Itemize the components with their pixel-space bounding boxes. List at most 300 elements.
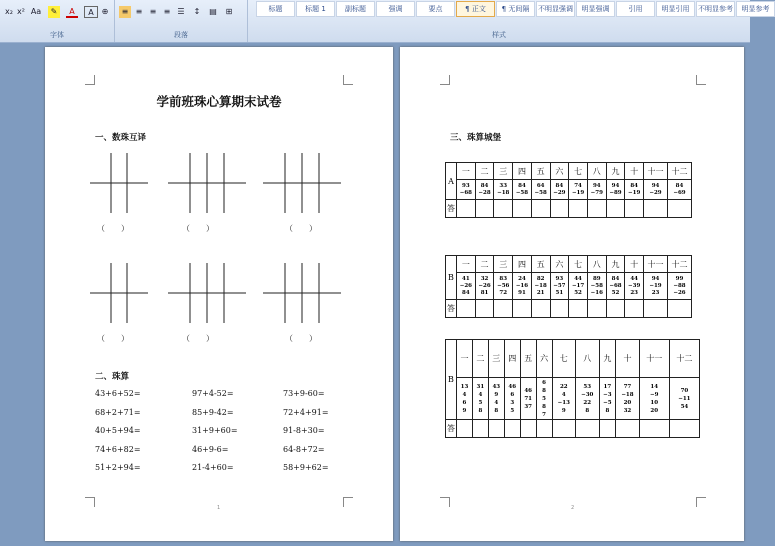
- answer-cell[interactable]: [475, 200, 494, 218]
- problem-item: 97+4-52=: [192, 389, 234, 398]
- answer-cell[interactable]: [457, 200, 476, 218]
- crop-mark: [696, 497, 706, 507]
- crop-mark: [696, 75, 706, 85]
- number: 20: [650, 407, 659, 414]
- style-item[interactable]: ¶ 无间隔: [496, 1, 535, 17]
- number-cell: [669, 378, 699, 420]
- number: −11: [678, 395, 691, 402]
- number: 31: [476, 383, 485, 390]
- problem-item: 64-8+72=: [283, 444, 325, 454]
- number: 84: [462, 289, 470, 296]
- column-header: 十一: [639, 340, 669, 378]
- column-header: 五: [531, 163, 550, 180]
- number: 91: [518, 289, 526, 296]
- row-label: B: [446, 256, 457, 300]
- number: 10: [650, 399, 659, 406]
- answer-cell[interactable]: [576, 420, 599, 438]
- answer-cell[interactable]: [587, 200, 606, 218]
- number: 22: [559, 383, 568, 390]
- style-item[interactable]: 副标题: [336, 1, 375, 17]
- problem-item: 73+9-60=: [283, 389, 325, 398]
- row-label: A: [446, 163, 457, 200]
- answer-cell[interactable]: [494, 300, 513, 318]
- number-cell: [606, 273, 625, 300]
- number-cell: [472, 378, 488, 420]
- number: 8: [494, 407, 499, 414]
- answer-cell[interactable]: [644, 300, 668, 318]
- column-header: 十: [616, 340, 639, 378]
- number: 84: [611, 275, 620, 282]
- number: 8: [478, 407, 483, 414]
- answer-cell[interactable]: [504, 420, 520, 438]
- crop-mark: [85, 75, 95, 85]
- number-cell: [552, 378, 575, 420]
- answer-cell[interactable]: [475, 300, 494, 318]
- number: 4: [494, 399, 499, 406]
- crop-mark: [343, 497, 353, 507]
- number: −17: [571, 282, 585, 289]
- answer-cell[interactable]: [550, 300, 569, 318]
- column-header: 一: [457, 256, 476, 273]
- number: 32: [480, 275, 489, 282]
- number: 24: [518, 275, 526, 282]
- number: 84: [480, 182, 489, 189]
- column-header: 四: [513, 163, 532, 180]
- number-cell: [587, 180, 606, 200]
- problem-item: 72+4+91=: [283, 407, 329, 417]
- number: −19: [628, 189, 641, 196]
- number: 93: [462, 182, 470, 189]
- style-item[interactable]: ¶ 正文: [456, 1, 495, 17]
- column-header: 一: [457, 163, 476, 180]
- number: 6: [462, 399, 467, 406]
- page-number: 1: [217, 505, 221, 511]
- number: 51: [555, 289, 564, 296]
- crop-mark: [440, 497, 450, 507]
- number: 64: [536, 182, 545, 189]
- number-cell: [587, 273, 606, 300]
- number: 8: [542, 387, 546, 394]
- answer-cell[interactable]: [599, 420, 616, 438]
- number: −79: [590, 189, 603, 196]
- answer-label: 答: [446, 200, 457, 218]
- number: −58: [534, 189, 547, 196]
- style-item[interactable]: 标题 1: [296, 1, 335, 17]
- number: −89: [609, 189, 622, 196]
- answer-paren[interactable]: （ ）: [97, 334, 129, 343]
- number-cell: [520, 378, 536, 420]
- number: −18: [534, 282, 547, 289]
- font-color-icon[interactable]: A: [66, 6, 78, 18]
- number: 5: [478, 399, 483, 406]
- column-header: 七: [569, 256, 588, 273]
- number: −88: [673, 282, 686, 289]
- answer-cell[interactable]: [520, 420, 536, 438]
- answer-cell[interactable]: [488, 420, 504, 438]
- answer-cell[interactable]: [668, 200, 692, 218]
- column-header: 十: [625, 163, 644, 180]
- answer-cell[interactable]: [668, 300, 692, 318]
- style-item[interactable]: 不明显强调: [536, 1, 575, 17]
- number: 84: [675, 182, 684, 189]
- problem-item: 40+5+94=: [95, 426, 141, 435]
- number: 83: [499, 275, 508, 282]
- number: 94: [651, 275, 660, 282]
- column-header: 二: [475, 256, 494, 273]
- number: 17: [603, 383, 612, 390]
- number: −58: [590, 282, 603, 289]
- problem-item: 68+2+71=: [95, 407, 141, 417]
- crop-mark: [440, 75, 450, 85]
- column-header: 七: [569, 163, 588, 180]
- number-cell: [513, 180, 532, 200]
- number-cell: [599, 378, 616, 420]
- distribute-icon[interactable]: ☰: [177, 7, 185, 16]
- number: −26: [459, 282, 472, 289]
- number-cell: [569, 180, 588, 200]
- number: 23: [630, 289, 638, 296]
- column-header: 一: [457, 340, 473, 378]
- number: 43: [492, 383, 501, 390]
- borders-icon[interactable]: ⊞: [225, 7, 233, 16]
- column-header: 三: [494, 256, 513, 273]
- answer-cell[interactable]: [616, 420, 639, 438]
- answer-cell[interactable]: [639, 420, 669, 438]
- column-header: 八: [587, 256, 606, 273]
- problem-item: 31+9+60=: [192, 426, 238, 435]
- number: 5: [542, 395, 546, 402]
- column-header: 二: [472, 340, 488, 378]
- number-cell: [475, 180, 494, 200]
- abacus-table-c: [445, 339, 700, 438]
- column-header: 七: [552, 340, 575, 378]
- number-cell: [550, 180, 569, 200]
- problem-item: 21-4+60=: [192, 463, 234, 472]
- number: 4: [478, 391, 483, 398]
- style-item[interactable]: 不明显参考: [696, 1, 735, 17]
- answer-cell[interactable]: [513, 300, 532, 318]
- styles-group-label: 样式: [492, 31, 506, 39]
- answer-cell[interactable]: [513, 200, 532, 218]
- column-header: 六: [550, 163, 569, 180]
- number-cell: [494, 273, 513, 300]
- number: 53: [583, 383, 592, 390]
- number: 14: [650, 383, 659, 390]
- number: −28: [478, 189, 491, 196]
- number: 54: [680, 403, 689, 410]
- column-header: 六: [550, 256, 569, 273]
- paragraph-group-label: 段落: [174, 31, 188, 39]
- crop-mark: [343, 75, 353, 85]
- answer-paren[interactable]: （ ）: [285, 334, 317, 343]
- number: 6: [510, 391, 515, 398]
- answer-cell[interactable]: [472, 420, 488, 438]
- section-2-heading: 二、珠算: [95, 372, 130, 382]
- number: −26: [478, 282, 491, 289]
- style-item[interactable]: 强调: [376, 1, 415, 17]
- number: 71: [524, 395, 532, 402]
- number: 13: [460, 383, 469, 390]
- number-cell: [457, 378, 473, 420]
- column-header: 十二: [668, 163, 692, 180]
- paragraph-group: [115, 0, 248, 42]
- number: 52: [611, 289, 620, 296]
- enclose-char-icon[interactable]: ⊕: [101, 7, 109, 16]
- number: −58: [515, 189, 529, 196]
- row-label: B: [446, 340, 457, 420]
- answer-paren[interactable]: （ ）: [97, 224, 129, 233]
- number-cell: [644, 273, 668, 300]
- number: 23: [651, 289, 660, 296]
- answer-cell[interactable]: [644, 200, 668, 218]
- answer-cell[interactable]: [536, 420, 552, 438]
- number-cell: [488, 378, 504, 420]
- number: −56: [497, 282, 510, 289]
- number: −13: [557, 399, 570, 406]
- number-cell: [576, 378, 599, 420]
- style-item[interactable]: 明显参考: [736, 1, 775, 17]
- number-cell: [616, 378, 639, 420]
- ribbon: [0, 0, 770, 43]
- number: 81: [480, 289, 489, 296]
- number: −29: [649, 189, 662, 196]
- abacus-3-rod: [263, 153, 341, 213]
- column-header: 三: [494, 163, 513, 180]
- number-cell: [606, 180, 625, 200]
- number: −19: [571, 189, 585, 196]
- column-header: 九: [606, 256, 625, 273]
- number: 94: [651, 182, 660, 189]
- number: 8: [542, 403, 546, 410]
- number: −39: [628, 282, 641, 289]
- number: 94: [592, 182, 601, 189]
- number-cell: [504, 378, 520, 420]
- number: 52: [574, 289, 582, 296]
- abacus-3-rod: [263, 263, 341, 323]
- number: 32: [623, 407, 632, 414]
- number: −30: [581, 391, 594, 398]
- answer-cell[interactable]: [669, 420, 699, 438]
- number-cell: [531, 180, 550, 200]
- number: 84: [555, 182, 564, 189]
- number: 82: [536, 275, 545, 282]
- change-case-icon[interactable]: Aa: [30, 7, 42, 16]
- number: 41: [462, 275, 470, 282]
- column-header: 四: [513, 256, 532, 273]
- column-header: 二: [475, 163, 494, 180]
- char-border-icon[interactable]: A: [84, 6, 98, 18]
- align-left-icon[interactable]: ≡: [119, 6, 131, 18]
- number-cell: [513, 273, 532, 300]
- number: 93: [555, 275, 564, 282]
- problem-item: 58+9+62=: [283, 463, 329, 472]
- problem-item: 74+6+82=: [95, 444, 141, 454]
- number: −26: [673, 289, 686, 296]
- font-group: [0, 0, 115, 42]
- style-item[interactable]: 标题: [256, 1, 295, 17]
- number: 44: [574, 275, 582, 282]
- column-header: 九: [606, 163, 625, 180]
- superscript-icon[interactable]: x²: [17, 7, 25, 16]
- number: 70: [680, 387, 689, 394]
- number: −16: [590, 289, 603, 296]
- column-header: 八: [576, 340, 599, 378]
- answer-cell[interactable]: [494, 200, 513, 218]
- answer-cell[interactable]: [606, 300, 625, 318]
- number: 8: [585, 407, 590, 414]
- exam-title: 学前班珠心算期末试卷: [156, 94, 282, 109]
- subscript-icon[interactable]: x₂: [5, 7, 13, 16]
- styles-gallery: [248, 0, 770, 42]
- number-cell: [550, 273, 569, 300]
- align-right-icon[interactable]: ≡: [149, 7, 157, 16]
- number: 8: [605, 407, 610, 414]
- column-header: 六: [536, 340, 552, 378]
- column-header: 十二: [669, 340, 699, 378]
- column-header: 五: [531, 256, 550, 273]
- abacus-2-rod: [90, 263, 148, 323]
- number: −68: [609, 282, 622, 289]
- abacus-3-rod: [168, 263, 246, 323]
- number-cell: [569, 273, 588, 300]
- number: 5: [510, 407, 515, 414]
- number: −9: [650, 391, 659, 398]
- style-item[interactable]: 明显引用: [656, 1, 695, 17]
- abacus-2-rod: [90, 153, 148, 213]
- column-header: 十: [625, 256, 644, 273]
- page-number: 2: [571, 505, 575, 511]
- answer-cell[interactable]: [457, 420, 473, 438]
- answer-cell[interactable]: [457, 300, 476, 318]
- number: 44: [630, 275, 638, 282]
- number: −18: [497, 189, 510, 196]
- number: −69: [673, 189, 686, 196]
- problem-item: 51+2+94=: [95, 463, 141, 472]
- answer-paren[interactable]: （ ）: [182, 334, 214, 343]
- number: 9: [561, 407, 566, 414]
- answer-cell[interactable]: [552, 420, 575, 438]
- number-cell: [644, 180, 668, 200]
- number: −18: [621, 391, 634, 398]
- answer-cell[interactable]: [625, 200, 644, 218]
- page-1: [45, 47, 393, 541]
- number: 4: [462, 391, 467, 398]
- number: 74: [574, 182, 582, 189]
- shading-icon[interactable]: ▤: [209, 7, 217, 16]
- answer-cell[interactable]: [587, 300, 606, 318]
- number: −29: [553, 189, 566, 196]
- number: −5: [603, 399, 612, 406]
- number: 37: [524, 403, 532, 410]
- number: 46: [508, 383, 517, 390]
- line-spacing-icon[interactable]: ↕: [193, 7, 201, 16]
- number: −19: [649, 282, 662, 289]
- column-header: 八: [587, 163, 606, 180]
- number: −3: [603, 391, 612, 398]
- number-cell: [475, 273, 494, 300]
- crop-mark: [85, 497, 95, 507]
- column-header: 十二: [668, 256, 692, 273]
- number: −57: [553, 282, 566, 289]
- answer-cell[interactable]: [531, 200, 550, 218]
- number: 84: [630, 182, 638, 189]
- number: 46: [524, 387, 532, 394]
- problem-item: 91-8+30=: [283, 426, 325, 435]
- column-header: 九: [599, 340, 616, 378]
- answer-label: 答: [446, 420, 457, 438]
- number: 22: [583, 399, 592, 406]
- number: 9: [462, 407, 467, 414]
- number: 7: [542, 411, 546, 418]
- number: 77: [623, 383, 632, 390]
- number: 4: [561, 391, 566, 398]
- number-cell: [494, 180, 513, 200]
- column-header: 十一: [644, 256, 668, 273]
- page-2: [400, 47, 744, 541]
- number-cell: [668, 180, 692, 200]
- number-cell: [668, 273, 692, 300]
- font-group-label: 字体: [50, 31, 64, 39]
- style-item[interactable]: 要点: [416, 1, 455, 17]
- number: 3: [510, 399, 515, 406]
- section-3-heading: 三、珠算城堡: [450, 133, 502, 143]
- abacus-3-rod: [168, 153, 246, 213]
- problem-item: 43+6+52=: [95, 389, 141, 398]
- column-header: 三: [488, 340, 504, 378]
- number: 99: [675, 275, 684, 282]
- number: 9: [494, 391, 499, 398]
- answer-cell[interactable]: [625, 300, 644, 318]
- number: −16: [515, 282, 529, 289]
- number: −68: [459, 189, 472, 196]
- number: 6: [542, 379, 546, 386]
- abacus-table-b: [445, 255, 692, 318]
- number: 33: [499, 182, 508, 189]
- number: 21: [536, 289, 545, 296]
- answer-cell[interactable]: [550, 200, 569, 218]
- number: 84: [518, 182, 526, 189]
- answer-cell[interactable]: [569, 200, 588, 218]
- number-cell: [639, 378, 669, 420]
- number-cell: [457, 180, 476, 200]
- number: 72: [499, 289, 508, 296]
- abacus-table-a: [445, 162, 692, 218]
- number: 94: [611, 182, 620, 189]
- column-header: 十一: [644, 163, 668, 180]
- style-item[interactable]: 引用: [616, 1, 655, 17]
- justify-icon[interactable]: ≡: [163, 7, 171, 16]
- number-cell: [536, 378, 552, 420]
- number-cell: [625, 273, 644, 300]
- number: 89: [592, 275, 601, 282]
- problem-item: 46+9-6=: [192, 444, 229, 454]
- column-header: 四: [504, 340, 520, 378]
- answer-paren[interactable]: （ ）: [285, 224, 317, 233]
- answer-cell[interactable]: [569, 300, 588, 318]
- highlight-icon[interactable]: ✎: [48, 6, 60, 18]
- answer-label: 答: [446, 300, 457, 318]
- number-cell: [457, 273, 476, 300]
- problem-item: 85+9-42=: [192, 407, 234, 417]
- align-center-icon[interactable]: ≡: [135, 7, 143, 16]
- answer-paren[interactable]: （ ）: [182, 224, 214, 233]
- answer-cell[interactable]: [531, 300, 550, 318]
- number: 20: [623, 399, 632, 406]
- number-cell: [625, 180, 644, 200]
- style-item[interactable]: 明显强调: [576, 1, 615, 17]
- section-1-heading: 一、数珠互译: [95, 133, 147, 143]
- answer-cell[interactable]: [606, 200, 625, 218]
